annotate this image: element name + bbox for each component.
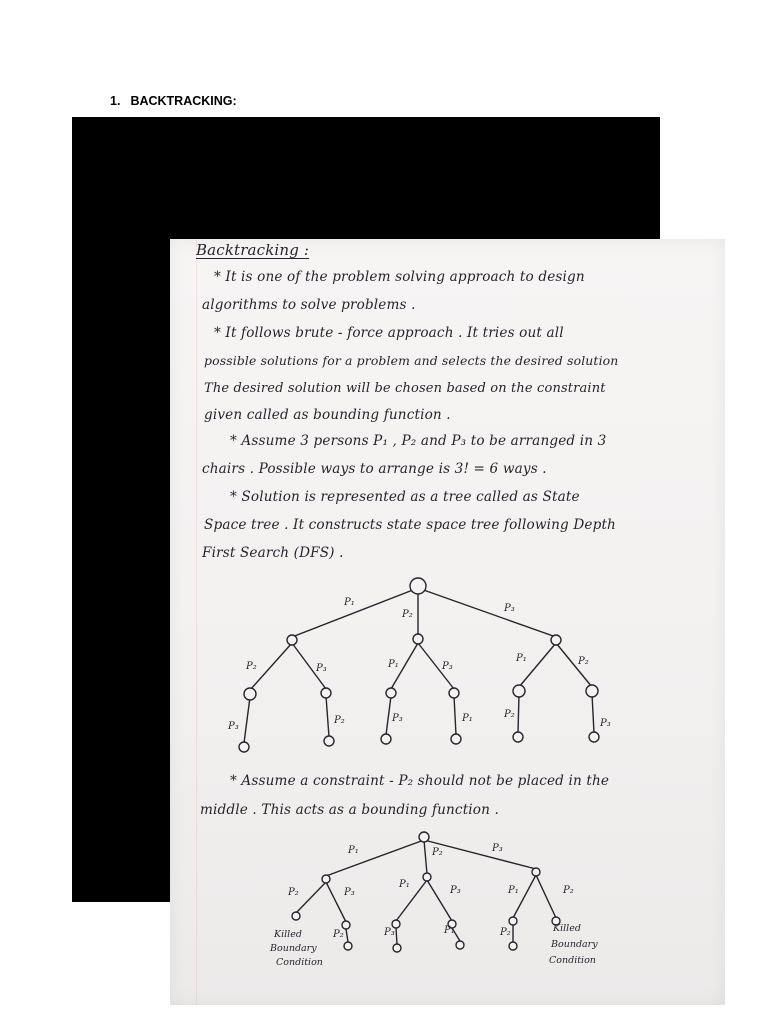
section-heading bbox=[110, 94, 237, 108]
notes-line-7: * Assume 3 persons P₁ , P₂ and P₃ to be arranged in 3 bbox=[230, 433, 607, 449]
tree2-edge-label: P₂ bbox=[333, 929, 344, 940]
tree1-edge-label: P₃ bbox=[442, 661, 453, 672]
notes-line-8: chairs . Possible ways to arrange is 3! = 6 ways . bbox=[202, 461, 547, 477]
tree1-edge-label: P₁ bbox=[462, 713, 473, 724]
section-number: 1. bbox=[110, 94, 121, 108]
tree2-edge-label: P₁ bbox=[508, 885, 519, 896]
tree1-edge-label: P₂ bbox=[334, 715, 345, 726]
notebook-page bbox=[170, 239, 725, 1005]
tree1-edge-label: P₂ bbox=[246, 661, 257, 672]
tree2-edge-label: P₂ bbox=[500, 927, 511, 938]
tree1-edge-label: P₃ bbox=[600, 718, 611, 729]
killed-note-right-line: Condition bbox=[549, 955, 596, 966]
tree1-edge-label: P₂ bbox=[504, 709, 515, 720]
notes-title: Backtracking : bbox=[196, 241, 310, 259]
tree2-edge-label: P₁ bbox=[399, 879, 410, 890]
section-title: BACKTRACKING: bbox=[130, 94, 237, 108]
notes-line-5: The desired solution will be chosen based on the constraint bbox=[204, 381, 606, 396]
notes-line-11: First Search (DFS) . bbox=[202, 545, 344, 561]
tree1-edge-label: P₃ bbox=[504, 603, 515, 614]
tree2-edge-label: P₁ bbox=[348, 845, 359, 856]
killed-note-right-line: Killed bbox=[553, 923, 581, 934]
tree2-edge-label: P₃ bbox=[384, 927, 395, 938]
tree1-edge-label: P₁ bbox=[516, 653, 527, 664]
notes-line-4: possible solutions for a problem and selects the desired solution bbox=[204, 353, 619, 368]
tree2-edge-label: P₂ bbox=[432, 847, 443, 858]
notes-line-2: algorithms to solve problems . bbox=[202, 297, 416, 313]
tree1-edge-label: P₃ bbox=[392, 713, 403, 724]
tree2-edge-label: P₃ bbox=[344, 887, 355, 898]
killed-note-left-line: Boundary bbox=[270, 943, 317, 954]
killed-note-left-line: Condition bbox=[276, 957, 323, 968]
tree1-edge-label: P₂ bbox=[402, 609, 413, 620]
notes-line-9: * Solution is represented as a tree called as State bbox=[230, 489, 580, 505]
tree2-edge-label: P₂ bbox=[563, 885, 574, 896]
tree2-edge-label: P₁ bbox=[444, 925, 455, 936]
tree1-edge-label: P₁ bbox=[344, 597, 355, 608]
tree1-edge-label: P₃ bbox=[228, 721, 239, 732]
tree2-edge-label: P₃ bbox=[492, 843, 503, 854]
killed-note-right-line: Boundary bbox=[551, 939, 598, 950]
notes-line-13: middle . This acts as a bounding function . bbox=[200, 802, 499, 818]
tree1-edge-label: P₂ bbox=[578, 656, 589, 667]
notes-line-3: * It follows brute - force approach . It tries out all bbox=[214, 325, 564, 341]
notes-line-12: * Assume a constraint - P₂ should not be placed in the bbox=[230, 773, 610, 789]
tree1-edge-label: P₃ bbox=[316, 663, 327, 674]
tree2-edge-label: P₂ bbox=[288, 887, 299, 898]
killed-note-left-line: Killed bbox=[274, 929, 302, 940]
notes-line-1: * It is one of the problem solving approach to design bbox=[214, 269, 585, 285]
notes-line-6: given called as bounding function . bbox=[204, 407, 451, 423]
tree1-edge-label: P₁ bbox=[388, 659, 399, 670]
notes-line-10: Space tree . It constructs state space tree following Depth bbox=[204, 517, 616, 533]
notebook-photo bbox=[72, 117, 660, 968]
tree2-edge-label: P₃ bbox=[450, 885, 461, 896]
bounded-state-space-tree bbox=[170, 239, 725, 1005]
